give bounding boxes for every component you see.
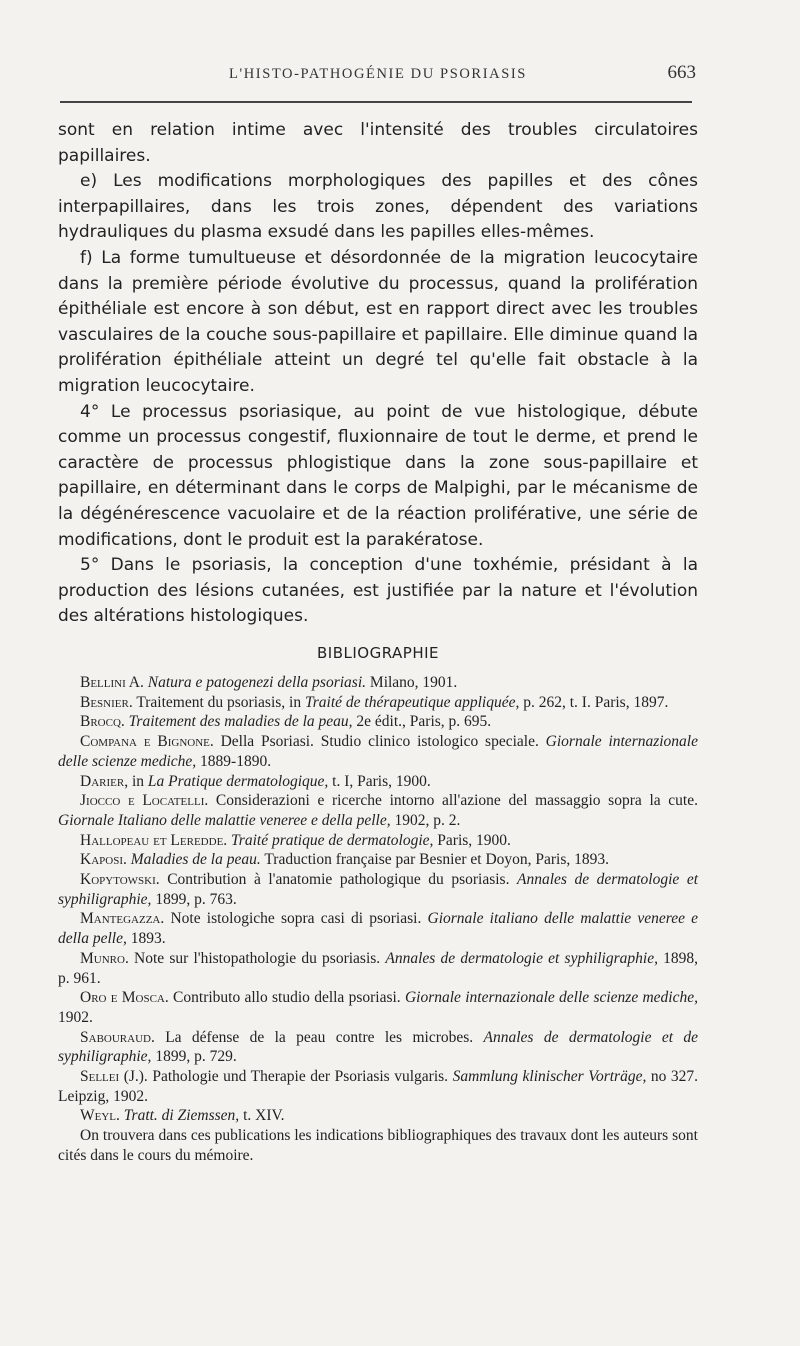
bibliography-entry <box>58 791 698 830</box>
bibliography-closing-note: On trouvera dans ces publications les indications bibliographiques des travaux dont les auteurs sont cités dans le cours du mémoire. <box>58 1127 698 1164</box>
entry-title: Giornale italiano delle malattie veneree e della pelle, <box>58 910 699 948</box>
entry-details: 1898, p. 961. <box>58 949 699 987</box>
entry-title: Tratt. di Ziemssen, <box>123 1107 240 1125</box>
entry-details: t. XIV. <box>243 1107 285 1125</box>
bibliography-entry <box>58 712 698 732</box>
entry-author: Darier, <box>80 772 129 790</box>
bibliography-entry <box>58 732 698 771</box>
entry-text: Traitement du psoriasis, in <box>136 693 302 711</box>
bibliography-entry <box>58 772 698 792</box>
bibliography-entry <box>58 1067 698 1106</box>
entry-author: Kaposi. <box>80 851 127 869</box>
entry-title: Giornale internazionale delle scienze mediche, <box>404 989 698 1007</box>
entry-author: Oro e Mosca. <box>80 989 169 1007</box>
entry-text: in <box>131 772 145 790</box>
entry-details: 1899, p. 763. <box>155 890 237 908</box>
entry-details: t. I, Paris, 1900. <box>332 772 431 790</box>
body-text <box>58 118 698 630</box>
entry-author: Brocq. <box>80 713 125 731</box>
entry-text: La défense de la peau contre les microbes. <box>165 1028 474 1046</box>
bibliography-entry <box>58 1106 698 1126</box>
entry-author: Kopytowski. <box>80 871 160 889</box>
running-title: L'HISTO-PATHOGÉNIE DU PSORIASIS <box>229 66 527 82</box>
entry-details: Paris, 1900. <box>437 831 511 849</box>
entry-title: Giornale Italiano delle malattie veneree e della pelle, <box>58 811 391 829</box>
entry-author: Besnier. <box>80 693 133 711</box>
header-rule <box>60 101 692 103</box>
entry-text: Note istologiche sopra casi di psoriasi. <box>170 910 422 928</box>
page-number: 663 <box>667 62 696 83</box>
bibliography-entry <box>58 1028 698 1067</box>
entry-details: 1902. <box>58 1008 93 1026</box>
bibliography-list <box>58 673 698 1166</box>
entry-title: Natura e patogenezi della psoriasi. <box>147 674 367 691</box>
bibliography-entry <box>58 988 698 1027</box>
entry-author: Munro. <box>80 949 129 967</box>
entry-text: (J.). Pathologie und Therapie der Psoriasis vulgaris. <box>123 1068 449 1086</box>
entry-title: Sammlung klinischer Vorträge, <box>452 1068 647 1086</box>
entry-text: Della Psoriasi. Studio clinico istologico speciale. <box>220 733 539 751</box>
paragraph: 4° Le processus psoriasique, au point de vue histologique, débute comme un processus congestif, fluxionnaire de tout le derme, et prend le caractère de processus phlogistique dans la zone sous-papillaire et papillaire, en déterminant dans le corps de Malpighi, par le mécanisme de la dégénérescence vacuolaire et de la réaction proliférative, une série de modifications, dont le produit est la parakératose. <box>58 401 698 550</box>
bibliography-entry <box>58 831 698 851</box>
entry-details: p. 262, t. I. Paris, 1897. <box>523 693 669 711</box>
entry-details: 2e édit., Paris, p. 695. <box>356 713 492 731</box>
entry-title: Annales de dermatologie et de syphiligraphie, <box>58 1028 699 1066</box>
bibliography-entry <box>58 909 698 948</box>
bibliography-entry <box>58 673 698 693</box>
paragraph: f) La forme tumultueuse et désordonnée de la migration leucocytaire dans la première période évolutive du processus, quand la prolifération épithéliale est encore à son début, est en rapport direct avec les troubles vasculaires de la couche sous-papillaire et papillaire. Elle diminue quand la prolifération épithéliale atteint un degré tel qu'elle fait obstacle à la migration leucocytaire. <box>58 247 698 396</box>
entry-author: Mantegazza. <box>80 910 165 928</box>
entry-title: Traité de thérapeutique appliquée, <box>304 693 520 711</box>
paragraph: 5° Dans le psoriasis, la conception d'une toxhémie, présidant à la production des lésions cutanées, est justifiée par la nature et l'évolution des altérations histologiques. <box>58 555 698 627</box>
entry-title: Traité pratique de dermatologie, <box>231 831 434 849</box>
entry-author: Weyl. <box>80 1107 120 1125</box>
entry-text: Contributo allo studio della psoriasi. <box>173 989 401 1007</box>
entry-details: 1889-1890. <box>200 752 272 770</box>
paragraph: sont en relation intime avec l'intensité des troubles circulatoires papillaires. <box>58 120 698 166</box>
bibliography-entry <box>58 870 698 909</box>
entry-author: Hallopeau et Leredde. <box>80 831 228 849</box>
entry-details: Milano, 1901. <box>369 674 458 691</box>
page-header <box>60 60 696 90</box>
entry-author: Bellini A. <box>80 674 144 691</box>
entry-title: La Pratique dermatologique, <box>147 772 329 790</box>
entry-text: Contribution à l'anatomie pathologique du psoriasis. <box>167 871 510 889</box>
bibliography-entry <box>58 850 698 870</box>
bibliography-entry <box>58 949 698 988</box>
entry-text: Note sur l'histopathologie du psoriasis. <box>134 949 381 967</box>
entry-title: Annales de dermatologie et syphiligraphie, <box>385 949 658 967</box>
entry-details: no 327. Leipzig, 1902. <box>58 1068 699 1105</box>
bibliography-entry <box>58 693 698 713</box>
paragraph: e) Les modifications morphologiques des papilles et des cônes interpapillaires, dans les trois zones, dépendent des variations hydrauliques du plasma exsudé dans les papilles elles-mêmes. <box>58 171 698 243</box>
bibliography-heading: BIBLIOGRAPHIE <box>316 644 440 662</box>
entry-text: Considerazioni e ricerche intorno all'azione del massaggio sopra la cute. <box>215 792 698 810</box>
entry-author: Sellei <box>80 1068 120 1086</box>
entry-title: Annales de dermatologie et syphiligraphie, <box>58 871 699 908</box>
entry-author: Sabouraud. <box>80 1028 155 1046</box>
entry-author: Compana e Bignone. <box>80 733 214 751</box>
entry-title: Traitement des maladies de la peau, <box>128 713 353 731</box>
entry-title: Giornale internazionale delle scienze mediche, <box>58 733 698 770</box>
entry-author: Jiocco e Locatelli. <box>80 792 209 810</box>
entry-details: 1899, p. 729. <box>155 1048 237 1066</box>
entry-details: Traduction française par Besnier et Doyon, Paris, 1893. <box>264 851 610 869</box>
entry-details: 1902, p. 2. <box>394 811 461 829</box>
entry-details: 1893. <box>130 930 166 948</box>
entry-title: Maladies de la peau. <box>130 851 261 869</box>
